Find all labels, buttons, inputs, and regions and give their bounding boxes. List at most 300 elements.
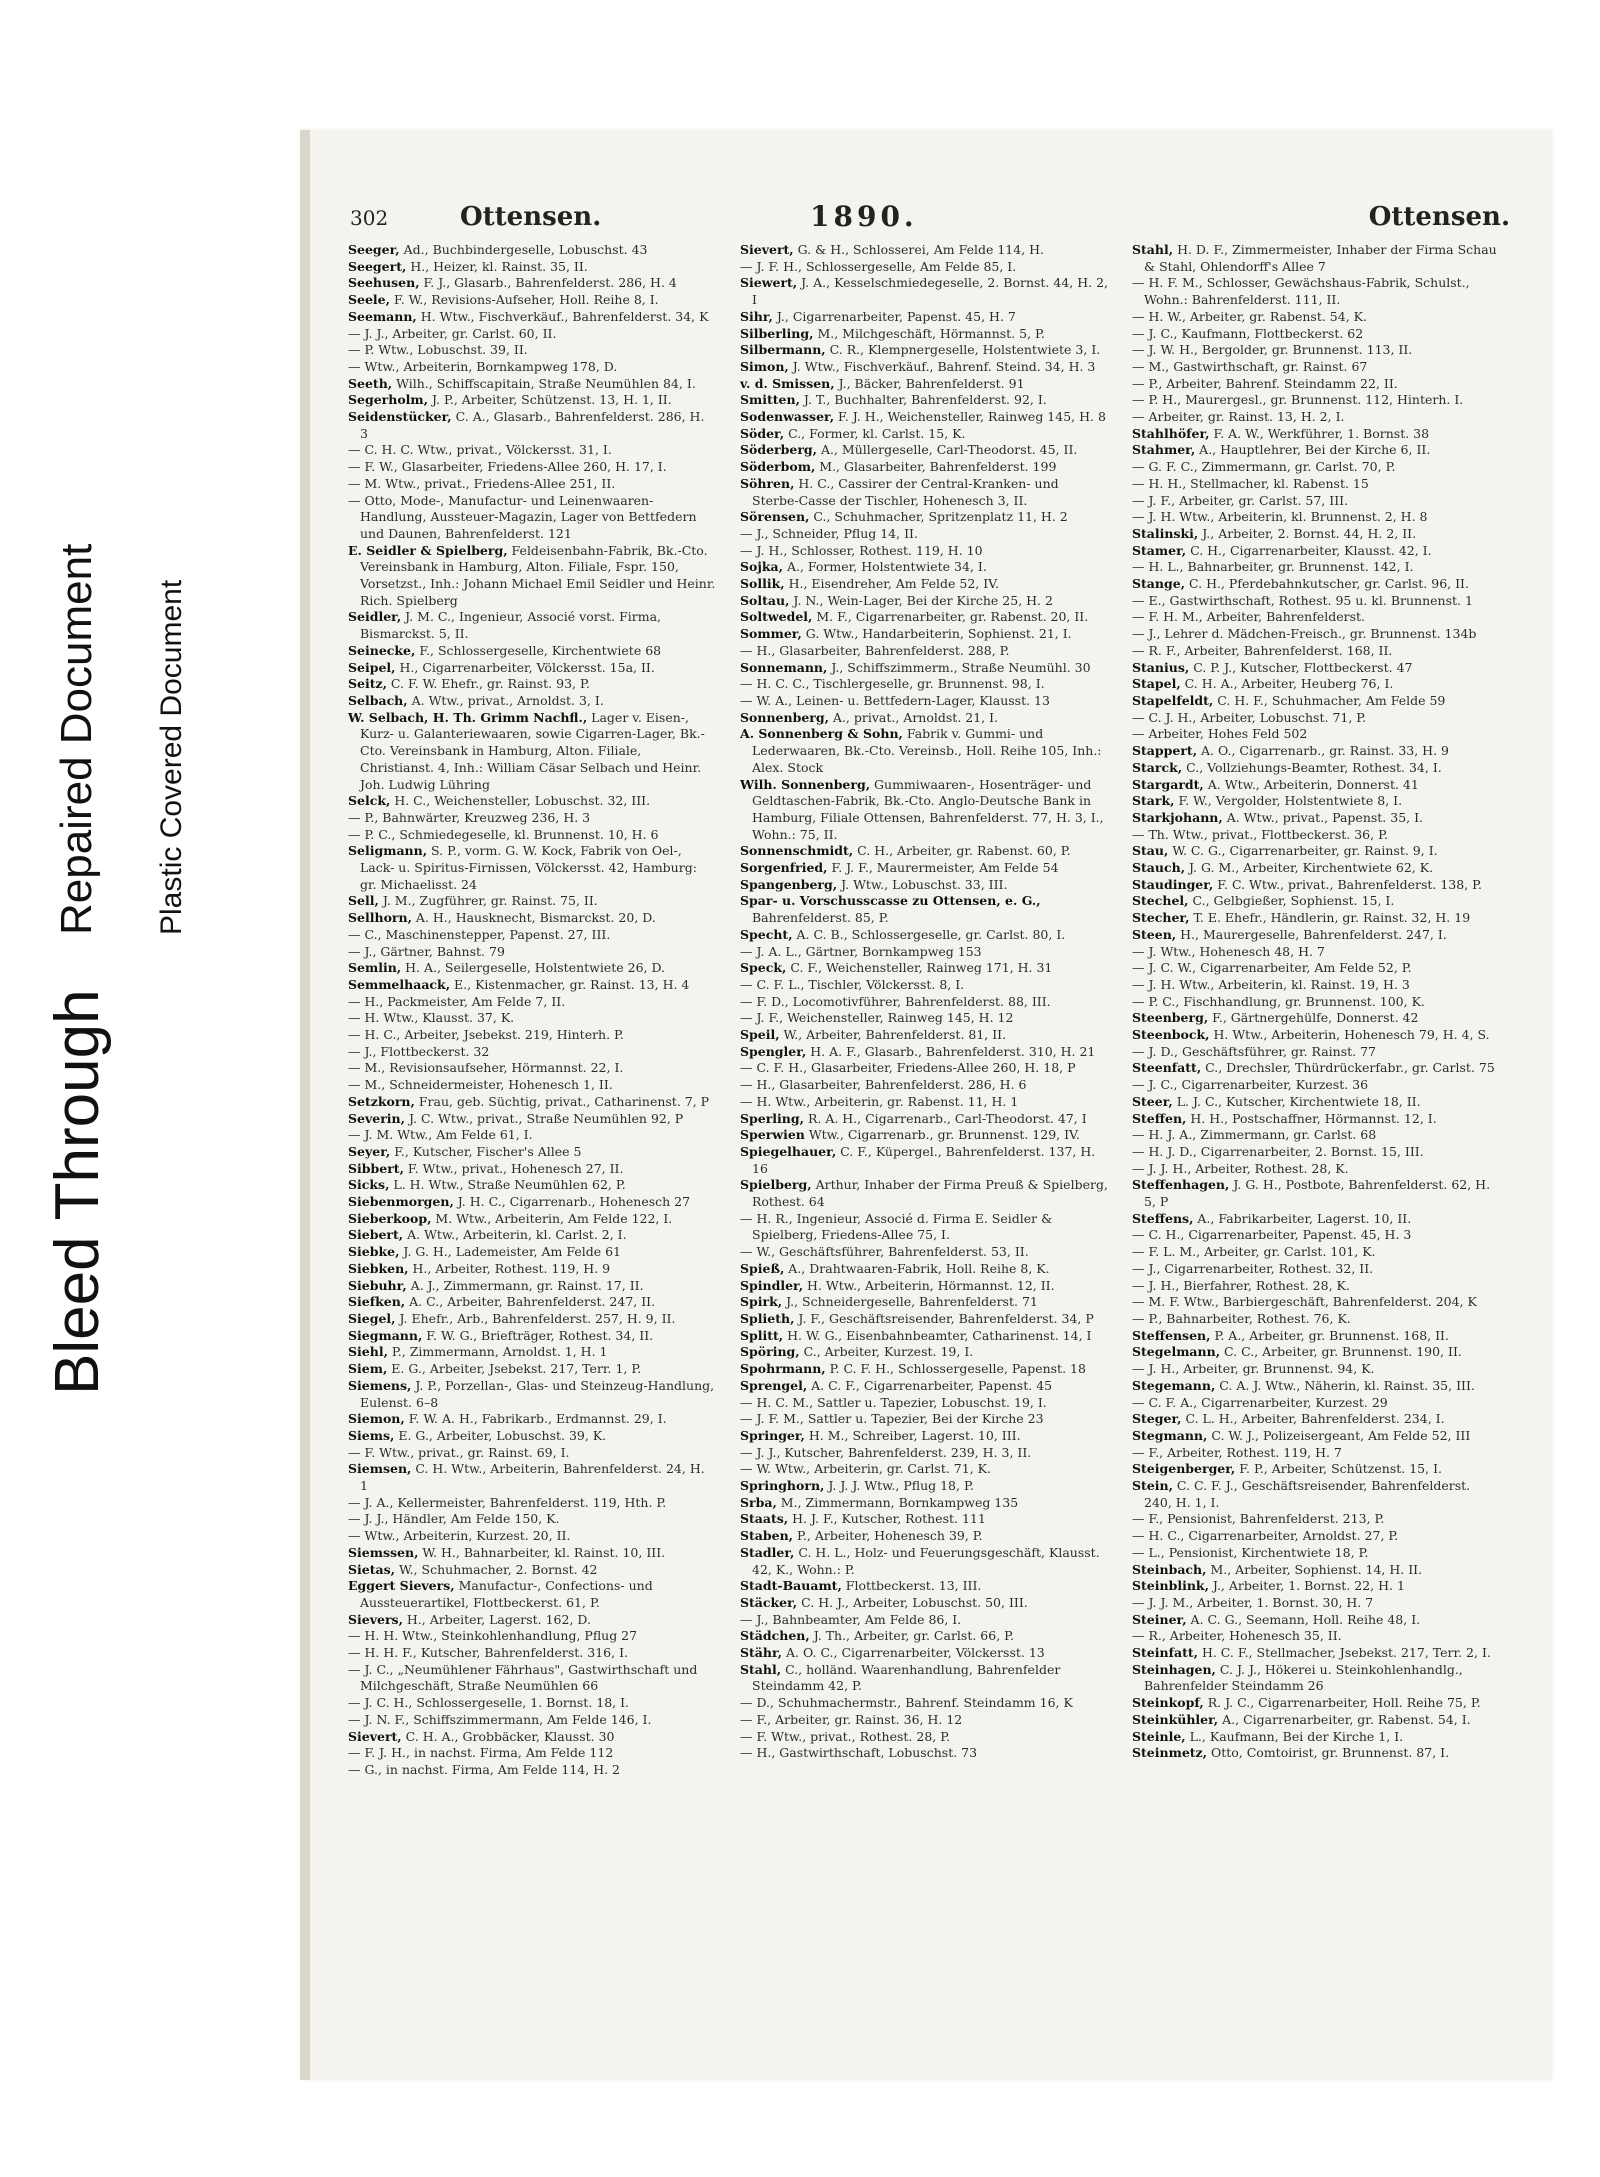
entry-details: J. P., Arbeiter, Schützenst. 13, H. 1, II.	[428, 392, 672, 408]
entry-name: Stegmann,	[1132, 1427, 1208, 1443]
entry-details: Manufactur-, Confections- und Aussteuerartikel, Flottbeckerst. 61, P.	[360, 1578, 653, 1610]
entry-details: — C. H. C. Wtw., privat., Völckersst. 31, I.	[348, 442, 612, 458]
entry-name: Sellhorn,	[348, 910, 412, 926]
directory-entry	[1132, 559, 1500, 576]
entry-details: — P. C., Fischhandlung, gr. Brunnenst. 100, K.	[1132, 993, 1425, 1009]
entry-details: F. J. F., Maurermeister, Am Felde 54	[827, 860, 1059, 876]
entry-details: C. H. A., Grobbäcker, Klausst. 30	[401, 1728, 615, 1744]
directory-entry	[740, 559, 1108, 576]
entry-name: Stau,	[1132, 843, 1169, 859]
directory-entry	[1132, 1528, 1500, 1545]
directory-entry	[1132, 994, 1500, 1011]
directory-entry	[1132, 1445, 1500, 1462]
entry-name: Splieth,	[740, 1311, 795, 1326]
directory-entry	[348, 309, 716, 326]
entry-name: Sievert,	[348, 1728, 402, 1744]
entry-details: J. A., Kesselschmiedegeselle, 2. Bornst. 44, H. 2, I	[752, 275, 1108, 308]
entry-details: J., Schiffszimmerm., Straße Neumühl. 30	[827, 659, 1091, 675]
entry-details: — P., Bahnwärter, Kreuzweg 236, H. 3	[348, 809, 591, 825]
entry-details: H. C., Cassirer der Central-Kranken- und Sterbe-Casse der Tischler, Hohenesch 3, II.	[752, 475, 1059, 508]
entry-details: J. Ehefr., Arb., Bahrenfelderst. 257, H. 9, II.	[395, 1311, 676, 1326]
directory-entry	[348, 1227, 716, 1244]
entry-details: C. H., Cigarrenarbeiter, Klausst. 42, I.	[1186, 542, 1432, 558]
directory-entry	[740, 1478, 1108, 1495]
entry-name: Steffensen,	[1132, 1327, 1211, 1343]
entry-name: Steffens,	[1132, 1210, 1194, 1226]
directory-entry	[1132, 710, 1500, 727]
entry-details: F. W. G., Briefträger, Rothest. 34, II.	[422, 1327, 654, 1343]
entry-name: Spirk,	[740, 1294, 783, 1310]
entry-name: Sievert,	[740, 242, 794, 257]
directory-entry	[1132, 593, 1500, 610]
entry-details: — H. Wtw., Arbeiterin, gr. Rabenst. 11, H. 1	[740, 1093, 1019, 1109]
directory-entry	[740, 1628, 1108, 1645]
directory-entry	[348, 1177, 716, 1194]
entry-name: Spindler,	[740, 1277, 804, 1293]
directory-entry	[1132, 509, 1500, 526]
entry-details: C. H. A., Arbeiter, Heuberg 76, I.	[1180, 676, 1394, 692]
entry-details: J. M. C., Ingenieur, Associé vorst. Firma, Bismarckst. 5, II.	[360, 609, 662, 642]
entry-details: H. A. F., Glasarb., Bahrenfelderst. 310, H. 21	[806, 1043, 1096, 1059]
directory-entry	[348, 927, 716, 944]
entry-details: C. R., Klempnergeselle, Holstentwiete 3, I.	[825, 342, 1101, 358]
directory-entry	[1132, 1261, 1500, 1278]
directory-entry	[740, 392, 1108, 409]
entry-details: — J. F. H., Schlossergeselle, Am Felde 85, I.	[740, 258, 1017, 274]
entry-details: A., Drahtwaaren-Fabrik, Holl. Reihe 8, K.	[784, 1260, 1050, 1276]
entry-details: — F. H. M., Arbeiter, Bahrenfelderst.	[1132, 609, 1366, 625]
directory-entry	[348, 442, 716, 459]
entry-details: C., Former, kl. Carlst. 15, K.	[784, 425, 966, 441]
directory-entry	[1132, 676, 1500, 693]
entry-details: — G., in nachst. Firma, Am Felde 114, H. 2	[348, 1761, 621, 1777]
entry-details: J. P., Porzellan-, Glas- und Steinzeug-Handlung, Eulenst. 6–8	[360, 1377, 715, 1410]
entry-name: Steinfatt,	[1132, 1645, 1198, 1661]
entry-name: Starck,	[1132, 759, 1183, 775]
directory-entry	[740, 1077, 1108, 1094]
directory-entry	[740, 1545, 1108, 1578]
directory-entry	[740, 609, 1108, 626]
entry-name: Steinkühler,	[1132, 1711, 1219, 1727]
directory-entry	[740, 1495, 1108, 1512]
directory-entry	[740, 944, 1108, 961]
entry-details: — J., Cigarrenarbeiter, Rothest. 32, II.	[1132, 1260, 1374, 1276]
entry-details: — H. J. D., Cigarrenarbeiter, 2. Bornst. 15, III.	[1132, 1143, 1424, 1159]
directory-entry	[348, 1211, 716, 1228]
directory-entry	[1132, 426, 1500, 443]
directory-entry	[740, 1261, 1108, 1278]
entry-details: C., Vollziehungs-Beamter, Rothest. 34, I.	[1182, 759, 1442, 775]
entry-details: Otto, Comtoirist, gr. Brunnenst. 87, I.	[1207, 1745, 1450, 1761]
entry-details: A., Fabrikarbeiter, Lagerst. 10, II.	[1193, 1210, 1412, 1226]
directory-entry	[1132, 860, 1500, 877]
entry-details: J., Bäcker, Bahrenfelderst. 91	[834, 375, 1025, 391]
entry-name: Söhren,	[740, 475, 795, 491]
directory-entry	[348, 1545, 716, 1562]
entry-details: W. H., Bahnarbeiter, kl. Rainst. 10, III.	[418, 1544, 666, 1560]
entry-details: — Otto, Mode-, Manufactur- und Leinenwaaren-Handlung, Aussteuer-Magazin, Lager von Bettfedern und Daunen, Bahrenfelderst. 121	[348, 492, 697, 541]
directory-entry	[1132, 660, 1500, 677]
directory-entry	[740, 1612, 1108, 1629]
entry-name: Sonnenberg,	[740, 709, 829, 725]
entry-name: Stecher,	[1132, 910, 1190, 926]
directory-entry	[1132, 1545, 1500, 1562]
entry-name: Wilh. Sonnenberg,	[740, 776, 871, 792]
entry-name: Söderbom,	[740, 459, 816, 475]
directory-entry	[1132, 843, 1500, 860]
directory-entry	[1132, 1244, 1500, 1261]
entry-details: C., Gelbgießer, Sophienst. 15, I.	[1188, 893, 1395, 909]
entry-details: — J. C., Kaufmann, Flottbeckerst. 62	[1132, 325, 1364, 341]
entry-name: Semlin,	[348, 960, 402, 976]
entry-name: Steffenhagen,	[1132, 1177, 1230, 1193]
directory-entry	[348, 543, 716, 610]
entry-details: — C. J. H., Arbeiter, Lobuschst. 71, P.	[1132, 709, 1367, 725]
entry-name: E. Seidler & Spielberg,	[348, 542, 508, 558]
entry-details: C. P. J., Kutscher, Flottbeckerst. 47	[1189, 659, 1413, 675]
entry-details: J. T., Buchhalter, Bahrenfelderst. 92, I.	[799, 392, 1047, 408]
directory-entry	[348, 944, 716, 961]
entry-details: — C. H., Cigarrenarbeiter, Papenst. 45, H. 3	[1132, 1227, 1412, 1243]
entry-details: R. A. H., Cigarrenarb., Carl-Theodorst. 47, I	[803, 1110, 1087, 1126]
entry-name: Stapel,	[1132, 676, 1181, 692]
entry-name: Staats,	[740, 1511, 789, 1527]
directory-entry	[348, 1511, 716, 1528]
entry-name: Eggert Sievers,	[348, 1578, 455, 1594]
directory-entry	[1132, 1645, 1500, 1662]
entry-details: J. N., Wein-Lager, Bei der Kirche 25, H. 2	[789, 592, 1053, 608]
entry-details: C. H. L., Holz- und Feuerungsgeschäft, Klausst. 42, K., Wohn.: P.	[752, 1544, 1100, 1577]
entry-details: A., Former, Holstentwiete 34, I.	[783, 559, 987, 575]
entry-details: P. A., Arbeiter, gr. Brunnenst. 168, II.	[1210, 1327, 1449, 1343]
directory-entry	[348, 1127, 716, 1144]
entry-details: J. F., Geschäftsreisender, Bahrenfelderst. 34, P	[794, 1311, 1094, 1326]
directory-entry	[348, 1328, 716, 1345]
entry-details: S. P., vorm. G. W. Kock, Fabrik von Oel-, Lack- u. Spiritus-Firnissen, Völckersst. 42, Hamburg: gr. Michaelisst. 24	[360, 843, 697, 892]
entry-details: H., Eisendreher, Am Felde 52, IV.	[784, 576, 999, 592]
directory-entry	[348, 1161, 716, 1178]
entry-details: — J. M. Wtw., Am Felde 61, I.	[348, 1127, 533, 1143]
directory-entry	[740, 1060, 1108, 1077]
entry-details: H. C. F., Stellmacher, Jsebekst. 217, Terr. 2, I.	[1197, 1645, 1491, 1661]
entry-name: Sonnenschmidt,	[740, 843, 854, 859]
entry-name: Seidler,	[348, 609, 402, 625]
directory-entry	[1132, 777, 1500, 794]
entry-details: Flottbeckerst. 13, III.	[841, 1578, 982, 1594]
entry-details: H. W. G., Eisenbahnbeamter, Catharinenst. 14, I	[783, 1327, 1092, 1343]
entry-name: Söderberg,	[740, 442, 818, 458]
entry-details: J., Cigarrenarbeiter, Papenst. 45, H. 7	[772, 308, 1016, 324]
directory-entry	[348, 693, 716, 710]
directory-entry	[348, 1027, 716, 1044]
directory-entry	[348, 1411, 716, 1428]
entry-details: — P., Bahnarbeiter, Rothest. 76, K.	[1132, 1311, 1351, 1326]
directory-entry	[348, 1144, 716, 1161]
entry-details: E. G., Arbeiter, Lobuschst. 39, K.	[394, 1427, 607, 1443]
directory-entry	[348, 810, 716, 827]
entry-details: — J. J., Kutscher, Bahrenfelderst. 239, H. 3, II.	[740, 1444, 1032, 1460]
directory-entry	[740, 726, 1108, 776]
entry-details: F. W. A. H., Fabrikarb., Erdmannst. 29, I.	[404, 1411, 667, 1427]
entry-details: C. H., Pferdebahnkutscher, gr. Carlst. 96, II.	[1185, 576, 1469, 592]
directory-entry	[740, 893, 1108, 926]
entry-details: R. J. C., Cigarrenarbeiter, Holl. Reihe 75, P.	[1203, 1695, 1481, 1711]
plastic-covered-label: Plastic Covered Document	[155, 579, 188, 935]
entry-name: Sprengel,	[740, 1377, 808, 1393]
entry-details: A., Hauptlehrer, Bei der Kirche 6, II.	[1195, 442, 1431, 458]
entry-details: C. H. J., Arbeiter, Lobuschst. 50, III.	[797, 1594, 1028, 1610]
directory-entry	[348, 793, 716, 810]
entry-name: Sieberkoop,	[348, 1210, 432, 1226]
entry-details: — H. H. Wtw., Steinkohlenhandlung, Pflug 27	[348, 1628, 638, 1644]
entry-details: — J. W. H., Bergolder, gr. Brunnenst. 113, II.	[1132, 342, 1413, 358]
entry-name: Seehusen,	[348, 275, 420, 291]
entry-name: Stappert,	[1132, 743, 1198, 759]
entry-name: Siefken,	[348, 1294, 406, 1310]
directory-entry	[348, 1445, 716, 1462]
entry-details: F., Gärtnergehülfe, Donnerst. 42	[1208, 1010, 1419, 1026]
entry-name: Stark,	[1132, 793, 1175, 809]
directory-entry	[1132, 1461, 1500, 1478]
entry-name: Staudinger,	[1132, 876, 1214, 892]
directory-entry	[740, 376, 1108, 393]
entry-details: C. C. F. J., Geschäftsreisender, Bahrenfelderst. 240, H. 1, I.	[1144, 1478, 1471, 1510]
entry-details: H., Heizer, kl. Rainst. 35, II.	[406, 258, 588, 274]
directory-entry	[1132, 1361, 1500, 1378]
entry-details: C. C., Arbeiter, gr. Brunnenst. 190, II.	[1220, 1344, 1462, 1360]
directory-entry	[740, 626, 1108, 643]
entry-name: Sodenwasser,	[740, 409, 835, 425]
directory-entry	[740, 1595, 1108, 1612]
directory-entry	[1132, 643, 1500, 660]
entry-details: — H. J. A., Zimmermann, gr. Carlst. 68	[1132, 1127, 1377, 1143]
directory-entry	[348, 359, 716, 376]
entry-details: — J. H. Wtw., Arbeiterin, kl. Brunnenst. 2, H. 8	[1132, 509, 1428, 525]
directory-entry	[740, 693, 1108, 710]
entry-details: C. A., Glasarb., Bahrenfelderst. 286, H. 3	[360, 409, 705, 441]
entry-name: Sietas,	[348, 1561, 395, 1577]
directory-entry	[740, 1244, 1108, 1261]
entry-name: Spangenberg,	[740, 876, 838, 892]
column-2	[740, 242, 1108, 2042]
page-header	[350, 200, 1510, 240]
entry-details: — H. Wtw., Klausst. 37, K.	[348, 1010, 515, 1026]
directory-entry	[1132, 1094, 1500, 1111]
directory-entry	[348, 609, 716, 642]
directory-entry	[1132, 476, 1500, 493]
entry-name: Steen,	[1132, 926, 1177, 942]
directory-entry	[1132, 910, 1500, 927]
directory-entry	[1132, 1511, 1500, 1528]
entry-name: Siemon,	[348, 1411, 405, 1427]
entry-details: F. W., Revisions-Aufseher, Holl. Reihe 8, I.	[390, 292, 659, 308]
column-3	[1132, 242, 1500, 2042]
entry-details: — F. D., Locomotivführer, Bahrenfelderst. 88, III.	[740, 993, 1051, 1009]
entry-details: — P. C., Schmiedegeselle, kl. Brunnenst. 10, H. 6	[348, 826, 659, 842]
entry-name: Simon,	[740, 358, 789, 374]
directory-entry	[740, 476, 1108, 509]
entry-name: Steenfatt,	[1132, 1060, 1202, 1076]
entry-details: — J. F. M., Sattler u. Tapezier, Bei der Kirche 23	[740, 1411, 1044, 1427]
entry-name: Speil,	[740, 1027, 780, 1043]
entry-details: — H. C., Arbeiter, Jsebekst. 219, Hinterh. P.	[348, 1027, 624, 1043]
entry-name: Stahlhöfer,	[1132, 425, 1210, 441]
entry-details: — J. H. Wtw., Arbeiterin, kl. Rainst. 19, H. 3	[1132, 976, 1410, 992]
bleed-through-label: Bleed Through	[43, 989, 112, 1395]
entry-details: J. C. Wtw., privat., Straße Neumühlen 92, P	[404, 1110, 684, 1126]
entry-details: — M., Gastwirthschaft, gr. Rainst. 67	[1132, 358, 1368, 374]
header-year: 1890.	[810, 200, 918, 233]
directory-entry	[1132, 1111, 1500, 1128]
directory-entry	[1132, 626, 1500, 643]
entry-details: — M., Schneidermeister, Hohenesch 1, II.	[348, 1077, 613, 1093]
entry-name: Siegel,	[348, 1311, 396, 1326]
entry-name: Steinbach,	[1132, 1561, 1207, 1577]
entry-name: Seegert,	[348, 258, 407, 274]
entry-name: Steinhagen,	[1132, 1661, 1216, 1677]
entry-details: H. A., Seilergeselle, Holstentwiete 26, D.	[401, 960, 666, 976]
directory-entry	[348, 326, 716, 343]
entry-details: G. Wtw., Handarbeiterin, Sophienst. 21, I.	[801, 626, 1072, 642]
entry-details: W., Arbeiter, Bahrenfelderst. 81, II.	[779, 1027, 1007, 1043]
entry-name: Splitt,	[740, 1327, 784, 1343]
entry-name: Siebken,	[348, 1260, 409, 1276]
directory-entry	[1132, 526, 1500, 543]
directory-entry	[740, 1428, 1108, 1445]
entry-details: — F., Arbeiter, gr. Rainst. 36, H. 12	[740, 1711, 963, 1727]
entry-name: Spöring,	[740, 1344, 800, 1360]
directory-entry	[740, 1645, 1108, 1662]
entry-details: — C., Maschinenstepper, Papenst. 27, III.	[348, 926, 611, 942]
entry-name: Steinle,	[1132, 1728, 1186, 1744]
directory-entry	[1132, 1227, 1500, 1244]
entry-details: F. A. W., Werkführer, 1. Bornst. 38	[1209, 425, 1430, 441]
entry-name: Spiegelhauer,	[740, 1143, 837, 1159]
entry-name: Siebuhr,	[348, 1277, 407, 1293]
directory-entry	[1132, 1328, 1500, 1345]
directory-entry	[348, 459, 716, 476]
entry-details: C. H., Arbeiter, gr. Rabenst. 60, P.	[853, 843, 1071, 859]
entry-details: — J. J., Händler, Am Felde 150, K.	[348, 1511, 560, 1527]
directory-entry	[1132, 1344, 1500, 1361]
entry-details: — J. C., Cigarrenarbeiter, Kurzest. 36	[1132, 1077, 1369, 1093]
entry-details: — M. Wtw., privat., Friedens-Allee 251, II.	[348, 475, 616, 491]
directory-entry	[740, 1378, 1108, 1395]
directory-entry	[740, 1027, 1108, 1044]
directory-entry	[740, 1395, 1108, 1412]
entry-details: — H. W., Arbeiter, gr. Rabenst. 54, K.	[1132, 308, 1367, 324]
entry-name: Seeger,	[348, 242, 400, 257]
directory-entry	[1132, 442, 1500, 459]
entry-details: — H., Gastwirthschaft, Lobuschst. 73	[740, 1745, 978, 1761]
entry-name: Springhorn,	[740, 1478, 825, 1494]
entry-name: Sicks,	[348, 1177, 390, 1193]
entry-name: Steenbock,	[1132, 1027, 1210, 1043]
directory-entry	[348, 1729, 716, 1746]
directory-entry	[740, 442, 1108, 459]
directory-entry	[740, 994, 1108, 1011]
entry-details: H. M., Schreiber, Lagerst. 10, III.	[804, 1427, 1021, 1443]
entry-details: P., Zimmermann, Arnoldst. 1, H. 1	[387, 1344, 608, 1360]
directory-entry	[1132, 493, 1500, 510]
directory-entry	[740, 1111, 1108, 1128]
entry-details: J., Schneidergeselle, Bahrenfelderst. 71	[782, 1294, 1038, 1310]
directory-entry	[348, 1044, 716, 1061]
entry-details: — J. C., „Neumühlener Fährhaus", Gastwirthschaft und Milchgeschäft, Straße Neumühlen 66	[348, 1661, 698, 1694]
directory-entry	[348, 392, 716, 409]
entry-name: Seligmann,	[348, 843, 428, 859]
directory-entry	[740, 676, 1108, 693]
entry-details: — H. C. C., Tischlergeselle, gr. Brunnenst. 98, I.	[740, 676, 1045, 692]
entry-details: M., Zimmermann, Bornkampweg 135	[776, 1494, 1019, 1510]
entry-details: — J., Schneider, Pflug 14, II.	[740, 525, 918, 541]
entry-details: Wtw., Cigarrenarb., gr. Brunnenst. 129, IV.	[804, 1127, 1080, 1143]
directory-entry	[348, 1311, 716, 1328]
directory-entry	[1132, 1044, 1500, 1061]
directory-entry	[1132, 309, 1500, 326]
entry-details: — W. A., Leinen- u. Bettfedern-Lager, Klausst. 13	[740, 692, 1050, 708]
entry-details: — J., Bahnbeamter, Am Felde 86, I.	[740, 1611, 962, 1627]
directory-entry	[1132, 1745, 1500, 1762]
entry-details: C. W. J., Polizeisergeant, Am Felde 52, III	[1207, 1427, 1471, 1443]
entry-details: C. F. W. Ehefr., gr. Rainst. 93, P.	[386, 676, 590, 692]
directory-entry	[348, 1111, 716, 1128]
directory-entry	[348, 493, 716, 543]
directory-entry	[348, 1628, 716, 1645]
entry-name: Sperwien	[740, 1127, 805, 1143]
directory-entry	[740, 1745, 1108, 1762]
directory-entry	[348, 1344, 716, 1361]
entry-details: C., Schuhmacher, Spritzenplatz 11, H. 2	[809, 509, 1068, 525]
entry-name: Segerholm,	[348, 392, 429, 408]
directory-entry	[740, 1127, 1108, 1144]
directory-entry	[740, 1578, 1108, 1595]
directory-entry	[740, 309, 1108, 326]
directory-entry	[348, 1428, 716, 1445]
entry-name: Stäcker,	[740, 1594, 798, 1610]
entry-name: Stalinski,	[1132, 525, 1199, 541]
directory-entry	[348, 1278, 716, 1295]
entry-name: Steinmetz,	[1132, 1745, 1207, 1761]
directory-entry	[1132, 275, 1500, 308]
header-left-title: Ottensen.	[460, 202, 602, 232]
entry-details: G. & H., Schlosserei, Am Felde 114, H.	[793, 242, 1045, 257]
entry-details: C. H. F., Schuhmacher, Am Felde 59	[1213, 692, 1446, 708]
entry-details: — J. C. H., Schlossergeselle, 1. Bornst. 18, I.	[348, 1695, 630, 1711]
entry-name: v. d. Smissen,	[740, 375, 835, 391]
directory-entry	[740, 1411, 1108, 1428]
entry-details: E. G., Arbeiter, Jsebekst. 217, Terr. 1, P.	[387, 1361, 642, 1377]
entry-name: Soltau,	[740, 592, 790, 608]
directory-entry	[1132, 1712, 1500, 1729]
entry-name: Seyer,	[348, 1143, 391, 1159]
column-1	[348, 242, 716, 2042]
entry-details: A. C. B., Schlossergeselle, gr. Carlst. 80, I.	[792, 926, 1066, 942]
entry-name: Sell,	[348, 893, 379, 909]
entry-name: Srba,	[740, 1494, 777, 1510]
entry-name: Stahl,	[1132, 242, 1174, 257]
entry-details: M., Arbeiter, Sophienst. 14, H. II.	[1206, 1561, 1423, 1577]
entry-details: — J. F., Weichensteller, Rainweg 145, H. 12	[740, 1010, 1014, 1026]
directory-entry	[740, 927, 1108, 944]
entry-details: — Th. Wtw., privat., Flottbeckerst. 36, P.	[1132, 826, 1388, 842]
entry-details: J. G. H., Lademeister, Am Felde 61	[399, 1244, 622, 1260]
entry-details: A. Wtw., privat., Papenst. 35, I.	[1222, 809, 1424, 825]
entry-details: J. Wtw., Fischverkäuf., Bahrenf. Steind. 34, H. 3	[788, 358, 1096, 374]
directory-entry	[348, 1244, 716, 1261]
entry-details: M., Glasarbeiter, Bahrenfelderst. 199	[815, 459, 1057, 475]
entry-name: Soltwedel,	[740, 609, 813, 625]
